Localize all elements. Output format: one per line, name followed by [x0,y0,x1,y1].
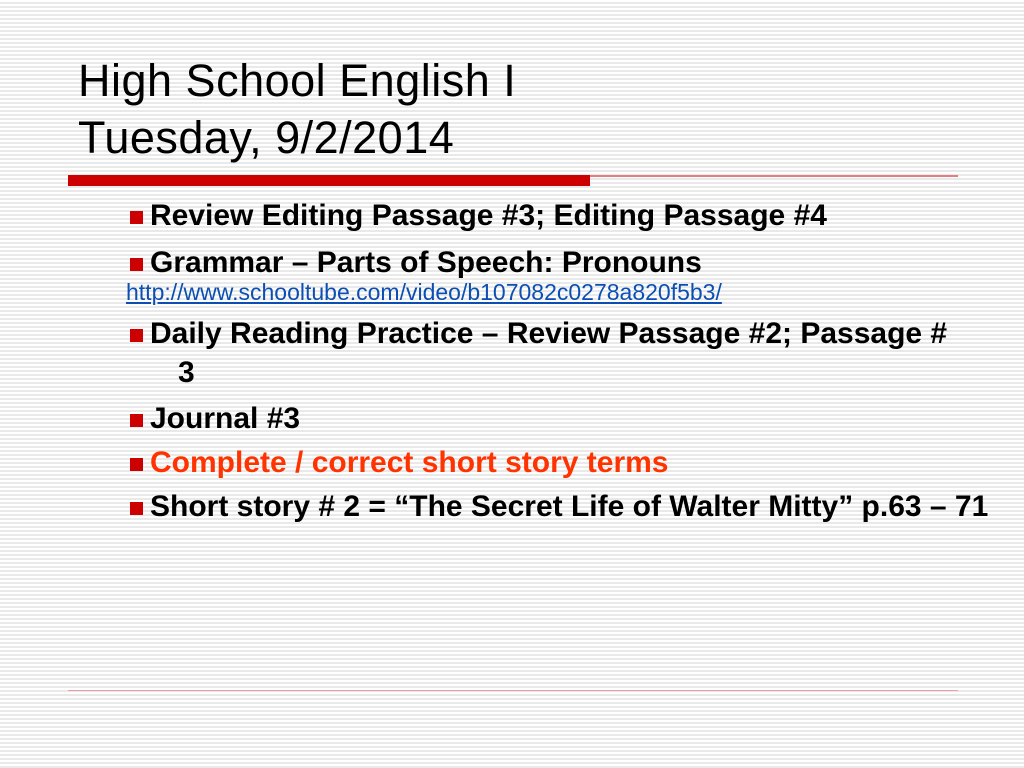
square-bullet-icon [130,458,143,471]
title-underline-bar [68,175,590,186]
list-item [126,399,1016,438]
title-underline-thin [590,175,958,177]
bullet-list [126,196,1016,526]
list-item [126,243,1016,282]
square-bullet-icon [130,502,143,515]
item-text: Review Editing Passage #3; Editing Passage #4 [150,199,827,232]
item-text: Short story # 2 = “The Secret Life of Walter Mitty” p.63 – 71 [150,490,989,523]
square-bullet-icon [130,414,143,427]
video-link[interactable]: http://www.schooltube.com/video/b107082c0278a820f5b3/ [126,279,722,305]
title-line-date: Tuesday, 9/2/2014 [78,112,455,163]
title-line-course: High School English I [78,55,517,106]
item-text: Journal #3 [150,402,301,435]
list-item [126,443,1016,482]
item-text: Grammar – Parts of Speech: Pronouns [150,246,702,279]
square-bullet-icon [130,211,143,224]
item-text: Daily Reading Practice – Review Passage #2; Passage # 3 [150,317,948,389]
slide-title [78,52,516,166]
square-bullet-icon [130,258,143,271]
list-item [126,487,1016,526]
list-item [126,314,1016,392]
square-bullet-icon [130,329,143,342]
footer-rule [68,690,958,691]
item-text-highlighted: Complete / correct short story terms [150,446,669,479]
list-item [126,196,1016,235]
